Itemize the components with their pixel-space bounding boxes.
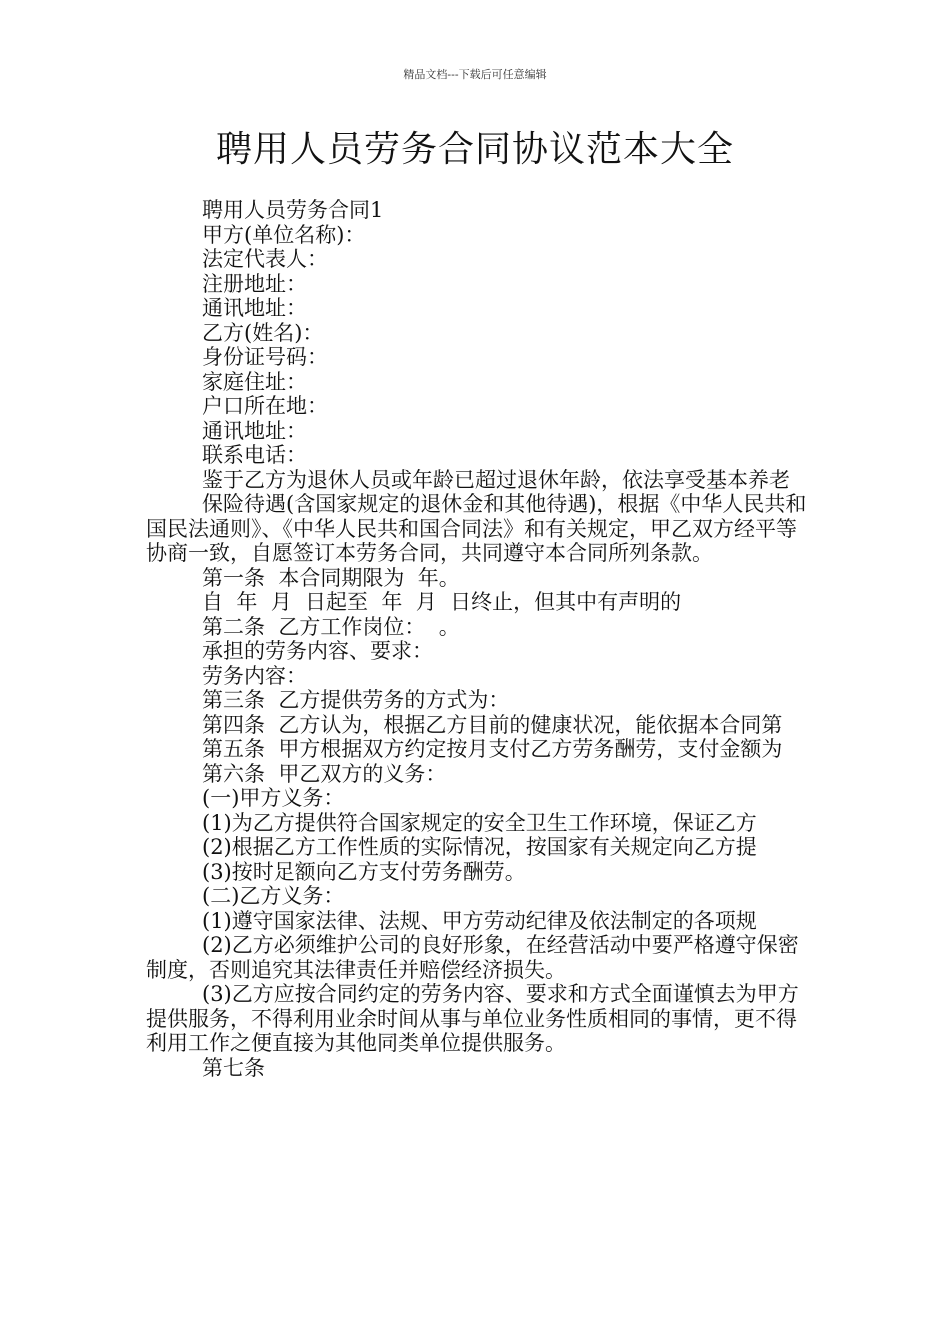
paragraph: (3)按时足额向乙方支付劳务酬劳。 [202,859,526,884]
paragraph: 第七条 [202,1055,265,1080]
paragraph: 第二条 乙方工作岗位： 。 [202,614,460,639]
paragraph: 通讯地址： [202,296,307,320]
paragraph: 乙方(姓名)： [202,320,324,345]
paragraph: 第六条 甲乙双方的义务： [202,761,447,786]
paragraph: (3)乙方应按合同约定的劳务内容、要求和方式全面谨慎去为甲方提供服务，不得利用业余时间从事与单位业务性质相同的事情，更不得利用工作之便直接为其他同类单位提供服务。 [146,982,799,1055]
paragraph: (2)乙方必须维护公司的良好形象，在经营活动中要严格遵守保密制度，否则追究其法律责任并赔偿经济损失。 [146,933,799,982]
paragraph: 第五条 甲方根据双方约定按月支付乙方劳务酬劳，支付金额为 [202,737,783,761]
paragraph: 注册地址： [202,271,307,296]
paragraph: 第三条 乙方提供劳务的方式为： [202,688,510,712]
paragraph: (1)遵守国家法律、法规、甲方劳动纪律及依法制定的各项规 [202,908,757,933]
paragraph: 身份证号码： [202,345,328,369]
header-note: 精品文档---下载后可任意编辑 [403,68,547,81]
document-body [146,198,816,1080]
paragraph: 户口所在地： [202,394,328,418]
paragraph: 法定代表人： [202,247,328,271]
paragraph: 劳务内容： [202,663,307,688]
paragraph: 第四条 乙方认为，根据乙方目前的健康状况，能依据本合同第 [202,712,783,737]
document-title: 聘用人员劳务合同协议范本大全 [215,129,734,170]
paragraph: 家庭住址： [202,369,307,394]
paragraph: 承担的劳务内容、要求： [202,639,433,663]
paragraph: (二)乙方义务： [202,884,345,908]
paragraph: 聘用人员劳务合同1 [202,198,384,222]
paragraph: 联系电话： [202,443,307,467]
paragraph: 通讯地址： [202,418,307,443]
paragraph: 自 年 月 日起至 年 月 日终止，但其中有声明的 [202,590,682,614]
paragraph: 保险待遇(含国家规定的退休金和其他待遇)，根据《中华人民共和国民法通则》、《中华人民共和国合同法》和有关规定，甲乙双方经平等协商一致，自愿签订本劳务合同，共同遵守本合同所列条款。 [146,492,807,565]
paragraph: 鉴于乙方为退休人员或年龄已超过退休年龄，依法享受基本养老 [202,467,790,492]
paragraph: (一)甲方义务： [202,786,345,810]
paragraph: 甲方(单位名称)： [202,222,366,247]
paragraph: (1)为乙方提供符合国家规定的安全卫生工作环境，保证乙方 [202,810,757,835]
paragraph: (2)根据乙方工作性质的实际情况，按国家有关规定向乙方提 [202,835,757,859]
paragraph: 第一条 本合同期限为 年。 [202,565,460,590]
